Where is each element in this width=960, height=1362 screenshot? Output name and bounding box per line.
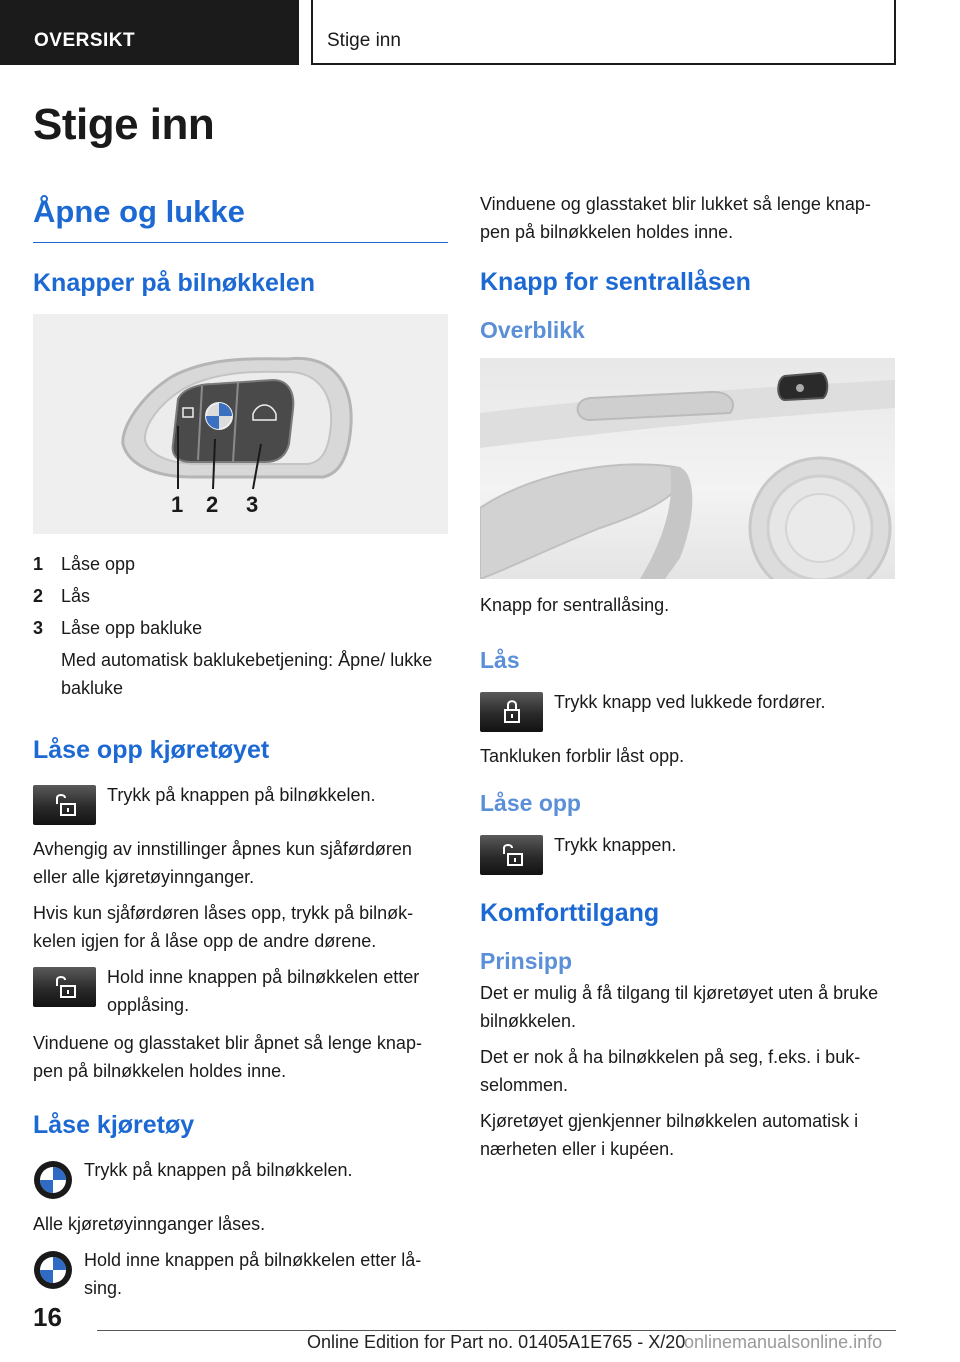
lock-press-text: Trykk på knappen på bilnøkkelen. bbox=[84, 1160, 353, 1180]
legend-text: Låse opp bakluke bbox=[61, 618, 203, 638]
callout-1: 1 bbox=[171, 492, 184, 517]
comfort-access-heading: Komforttilgang bbox=[480, 899, 660, 927]
lock-hold-instruction bbox=[33, 1246, 448, 1302]
legend-item bbox=[33, 580, 448, 612]
section-heading: Åpne og lukke bbox=[33, 194, 448, 243]
bmw-roundel-icon bbox=[33, 1250, 73, 1290]
legend-list bbox=[33, 548, 448, 702]
fuel-flap-text: Tankluken forblir låst opp. bbox=[480, 746, 685, 766]
lock-heading: Lås bbox=[480, 647, 520, 673]
unlock-button-icon bbox=[33, 967, 96, 1007]
lock-button-icon bbox=[480, 692, 543, 732]
unlock-hold-instruction bbox=[33, 963, 448, 1019]
windows-close-paragraph: Vinduene og glasstaket blir lukket så lenge knap- pen på bilnøkkelen holdes inne. bbox=[480, 194, 871, 242]
header-section-tab[interactable]: OVERSIKT bbox=[0, 0, 299, 65]
central-unlock-instruction bbox=[480, 831, 895, 875]
unlock-button-icon bbox=[33, 785, 96, 825]
lock-paragraph-1: Alle kjøretøyinnganger låses. bbox=[33, 1214, 266, 1234]
central-unlock-press-text: Trykk knappen. bbox=[554, 835, 677, 855]
legend-text: Låse opp bbox=[61, 554, 136, 574]
unlock-instruction bbox=[33, 781, 448, 825]
principle-paragraph-2: Det er nok å ha bilnøkkelen på seg, f.eks. i buk- selommen. bbox=[480, 1047, 861, 1095]
overview-heading: Overblikk bbox=[480, 317, 585, 343]
unlock-hold-text: Hold inne knappen på bilnøkkelen etter opplåsing. bbox=[107, 967, 420, 1015]
unlock-paragraph-3: Vinduene og glasstaket blir åpnet så lenge knap- pen på bilnøkkelen holdes inne. bbox=[33, 1033, 422, 1081]
unlock-heading: Låse opp bbox=[480, 790, 581, 816]
right-column bbox=[480, 190, 895, 1171]
footer-watermark[interactable]: onlinemanualsonline.info bbox=[684, 1332, 883, 1352]
footer-edition: Online Edition for Part no. 01405A1E765 - X/20 bbox=[307, 1332, 686, 1352]
central-lock-press-text: Trykk knapp ved lukkede fordører. bbox=[554, 692, 826, 712]
bmw-roundel-icon bbox=[33, 1160, 73, 1200]
lock-vehicle-heading: Låse kjøretøy bbox=[33, 1111, 195, 1139]
page-title: Stige inn bbox=[33, 100, 215, 149]
legend-number: 1 bbox=[33, 554, 44, 574]
lock-instruction bbox=[33, 1156, 448, 1200]
principle-paragraph-3: Kjøretøyet gjenkjenner bilnøkkelen automatisk i nærheten eller i kupéen. bbox=[480, 1111, 859, 1159]
principle-heading: Prinsipp bbox=[480, 948, 573, 974]
door-panel-illustration bbox=[480, 358, 895, 579]
unlock-vehicle-heading: Låse opp kjøretøyet bbox=[33, 736, 270, 764]
unlock-paragraph-2: Hvis kun sjåførdøren låses opp, trykk på bilnøk- kelen igjen for å låse opp de andre dørene. bbox=[33, 903, 414, 951]
unlock-press-text: Trykk på knappen på bilnøkkelen. bbox=[107, 785, 376, 805]
legend-number: 3 bbox=[33, 618, 44, 638]
principle-paragraph-1: Det er mulig å få tilgang til kjøretøyet uten å bruke bilnøkkelen. bbox=[480, 983, 879, 1031]
callout-3: 3 bbox=[246, 492, 259, 517]
unlock-paragraph-1: Avhengig av innstillinger åpnes kun sjåførdøren eller alle kjøretøyinnganger. bbox=[33, 839, 412, 887]
car-key-drawing bbox=[33, 314, 448, 534]
unlock-button-icon bbox=[480, 835, 543, 875]
left-column bbox=[33, 190, 448, 1312]
central-lock-heading: Knapp for sentrallåsen bbox=[480, 268, 751, 296]
legend-item bbox=[33, 548, 448, 580]
door-panel-drawing bbox=[480, 358, 895, 579]
car-key-illustration bbox=[33, 314, 448, 534]
central-lock-instruction bbox=[480, 688, 895, 732]
header-page-tab[interactable]: Stige inn bbox=[311, 0, 896, 65]
figure-caption: Knapp for sentrallåsing. bbox=[480, 595, 670, 615]
key-buttons-heading: Knapper på bilnøkkelen bbox=[33, 269, 316, 297]
legend-text: Lås bbox=[61, 586, 91, 606]
legend-item bbox=[33, 612, 448, 644]
page-number: 16 bbox=[33, 1302, 62, 1332]
lock-hold-text: Hold inne knappen på bilnøkkelen etter lå- sing. bbox=[84, 1250, 422, 1298]
legend-note: Med automatisk baklukebetjening: Åpne/ lukke bakluke bbox=[61, 650, 433, 698]
legend-number: 2 bbox=[33, 586, 44, 606]
footer-divider bbox=[97, 1330, 896, 1331]
callout-2: 2 bbox=[206, 492, 219, 517]
